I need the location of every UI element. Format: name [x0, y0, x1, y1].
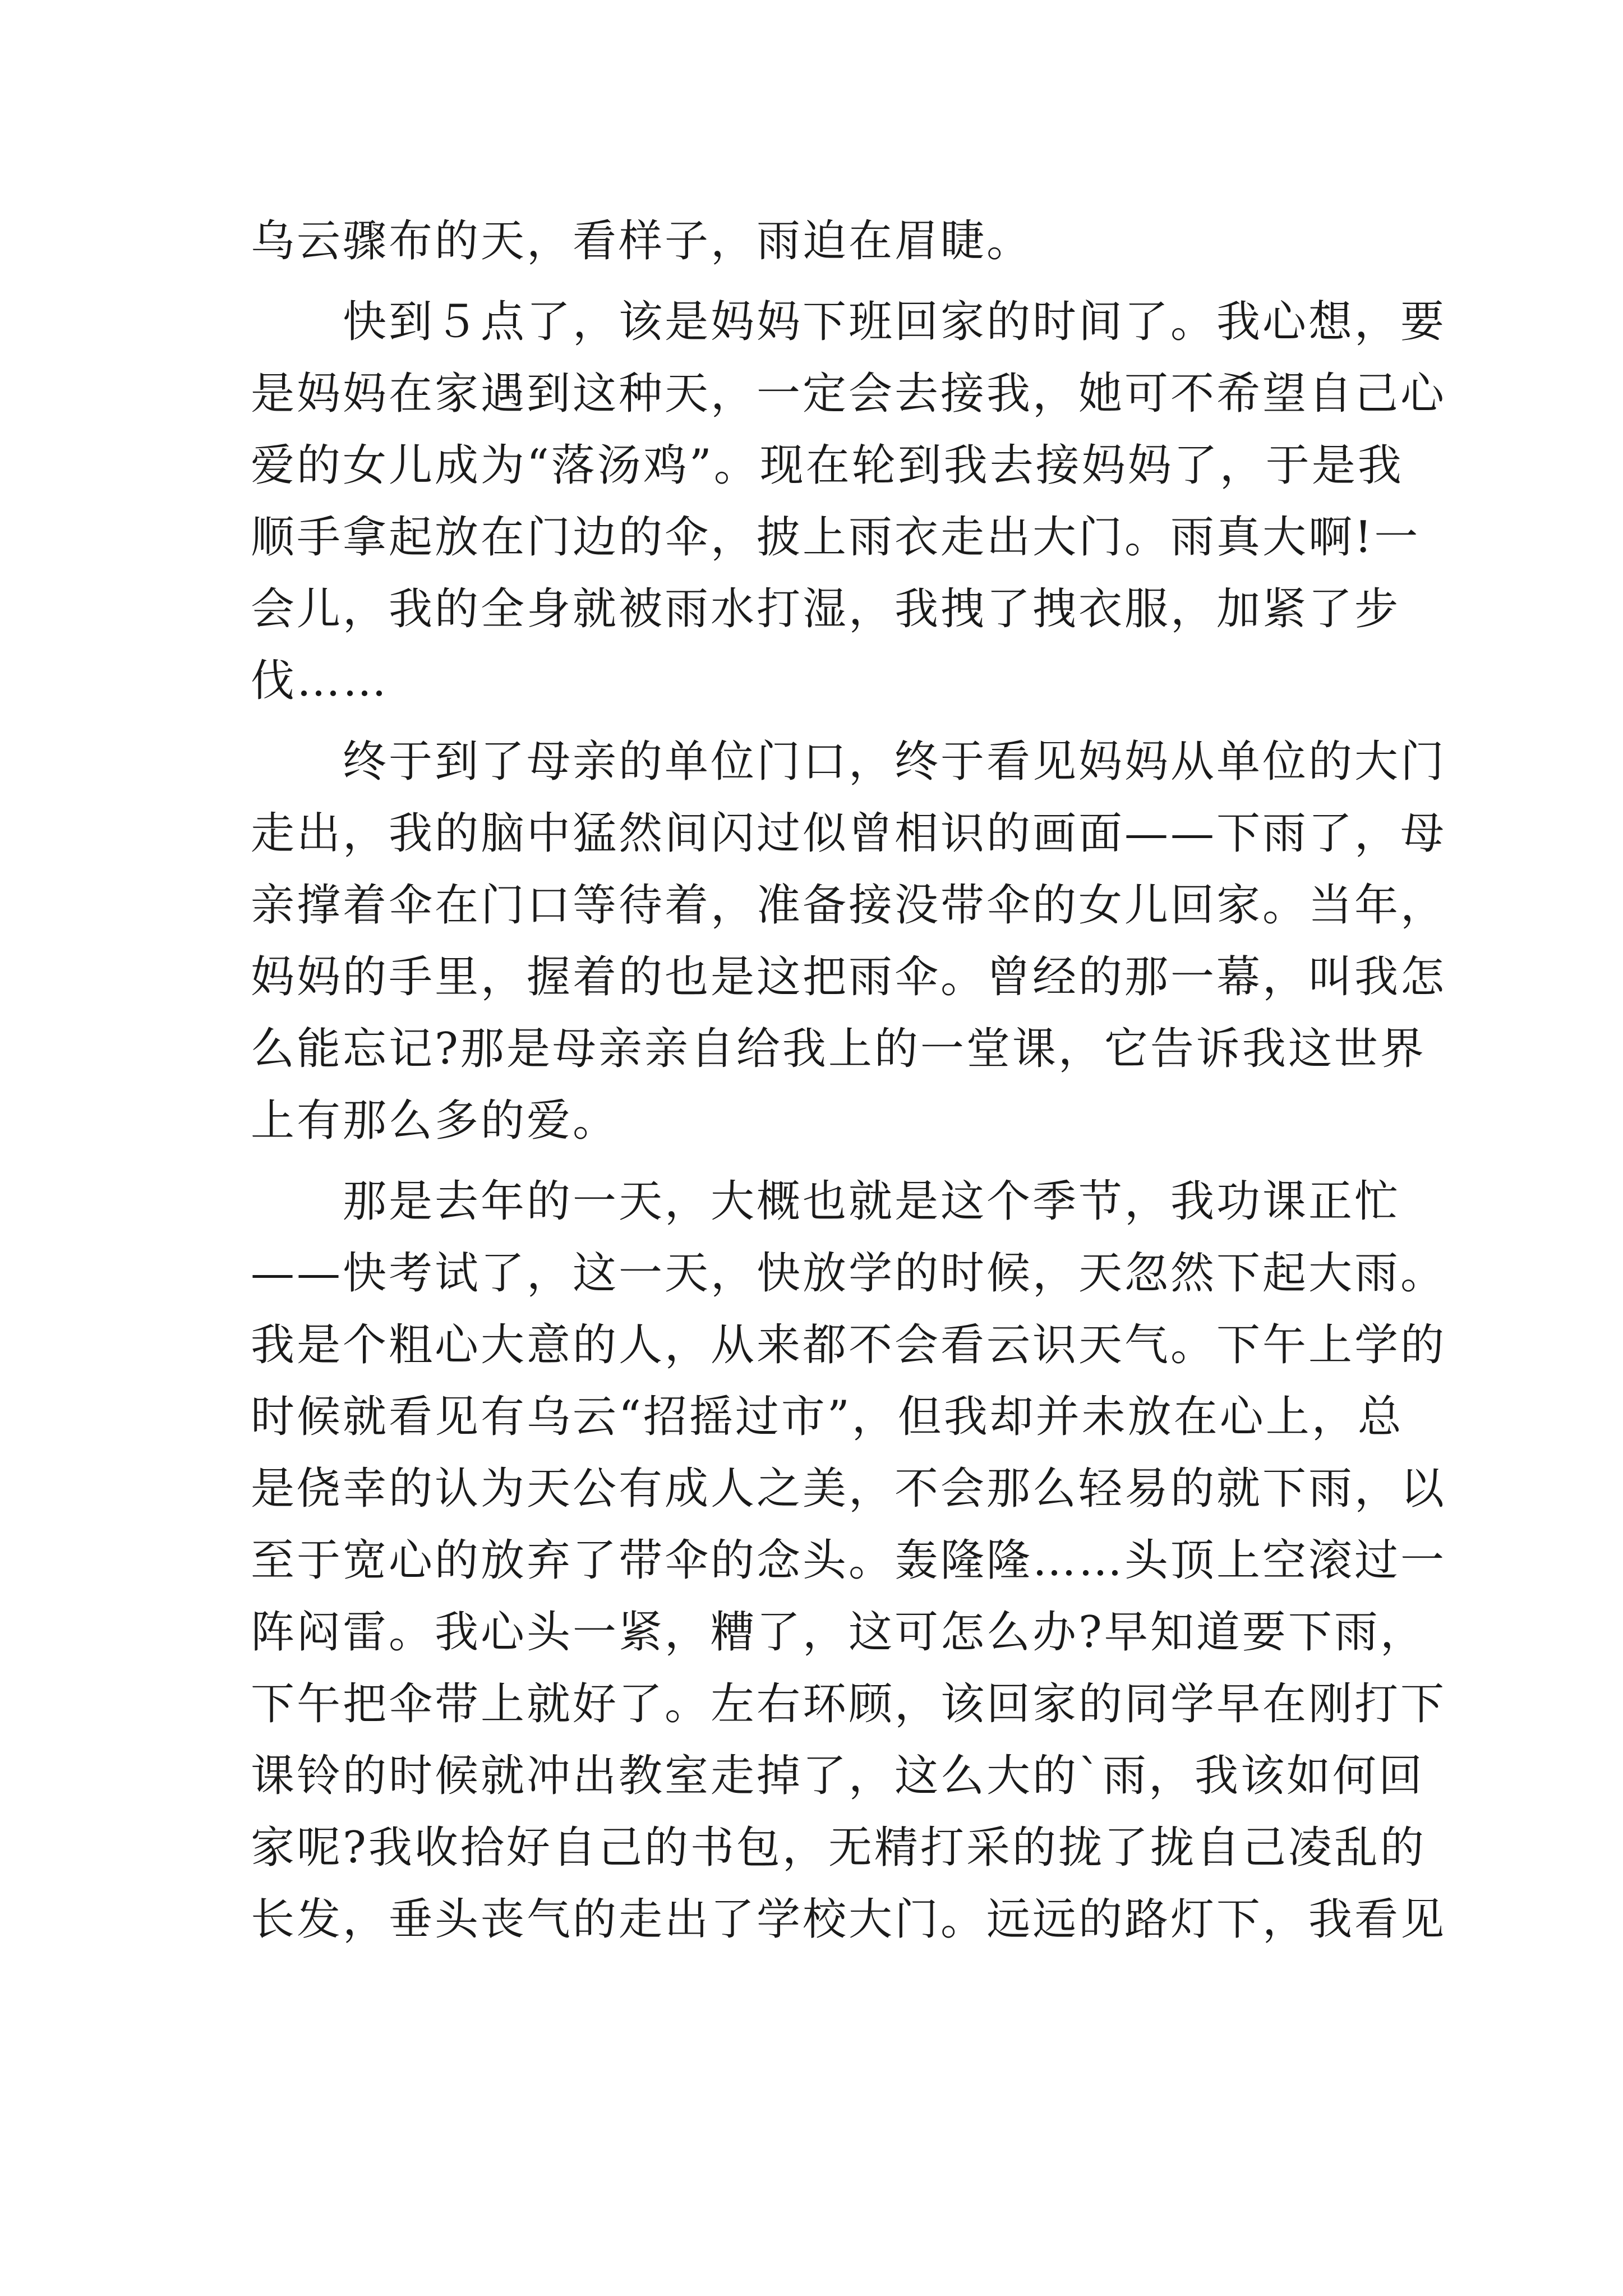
text-line: 走出，我的脑中猛然间闪过似曾相识的画面——下雨了，母: [251, 808, 1447, 859]
text-line: 会儿，我的全身就被雨水打湿，我拽了拽衣服，加紧了步: [251, 584, 1401, 634]
text-line: 爱的女儿成为“落汤鸡”。现在轮到我去接妈妈了，于是我: [251, 440, 1404, 491]
text-line: 上有那么多的爱。: [251, 1096, 619, 1146]
text-line: 妈妈的手里，握着的也是这把雨伞。曾经的那一幕，叫我怎: [251, 952, 1447, 1002]
text-line: 那是去年的一天，大概也就是这个季节，我功课正忙: [251, 1176, 1401, 1227]
text-line: 顺手拿起放在门边的伞，披上雨衣走出大门。雨真大啊!一: [251, 512, 1421, 563]
text-line: 快到５点了，该是妈妈下班回家的时间了。我心想，要: [251, 297, 1447, 347]
paragraph: [251, 726, 1447, 1157]
text-line: 我是个粗心大意的人，从来都不会看云识天气。下午上学的: [251, 1320, 1447, 1370]
text-line: 乌云骤布的天，看样子，雨迫在眉睫。: [251, 216, 1033, 266]
text-line: 是侥幸的认为天公有成人之美，不会那么轻易的就下雨，以: [251, 1464, 1447, 1514]
paragraph: [251, 1166, 1447, 1955]
text-line: 么能忘记?那是母亲亲自给我上的一堂课，它告诉我这世界: [251, 1024, 1426, 1074]
text-line: 长发，垂头丧气的走出了学校大门。远远的路灯下，我看见: [251, 1894, 1447, 1945]
text-line: 下午把伞带上就好了。左右环顾，该回家的同学早在刚打下: [251, 1679, 1447, 1729]
text-line: 家呢?我收拾好自己的书包，无精打采的拢了拢自己凌乱的: [251, 1823, 1426, 1873]
text-line: 时候就看见有乌云“招摇过市”，但我却并未放在心上，总: [251, 1392, 1404, 1442]
text-line: 课铃的时候就冲出教室走掉了，这么大的`雨，我该如何回: [251, 1751, 1425, 1801]
article-body: [251, 205, 1447, 1955]
text-line: 伐……: [251, 656, 389, 706]
text-line: 终于到了母亲的单位门口，终于看见妈妈从单位的大门: [251, 737, 1447, 787]
text-line: 至于宽心的放弃了带伞的念头。轰隆隆……头顶上空滚过一: [251, 1535, 1447, 1586]
paragraph: [251, 205, 1387, 277]
paragraph: [251, 286, 1447, 717]
text-line: 亲撑着伞在门口等待着，准备接没带伞的女儿回家。当年，: [251, 880, 1447, 931]
text-line: 是妈妈在家遇到这种天，一定会去接我，她可不希望自己心: [251, 369, 1447, 419]
text-line: 阵闷雷。我心头一紧，糟了，这可怎么办?早知道要下雨，: [251, 1607, 1426, 1658]
text-line: ——快考试了，这一天，快放学的时候，天忽然下起大雨。: [251, 1248, 1447, 1299]
